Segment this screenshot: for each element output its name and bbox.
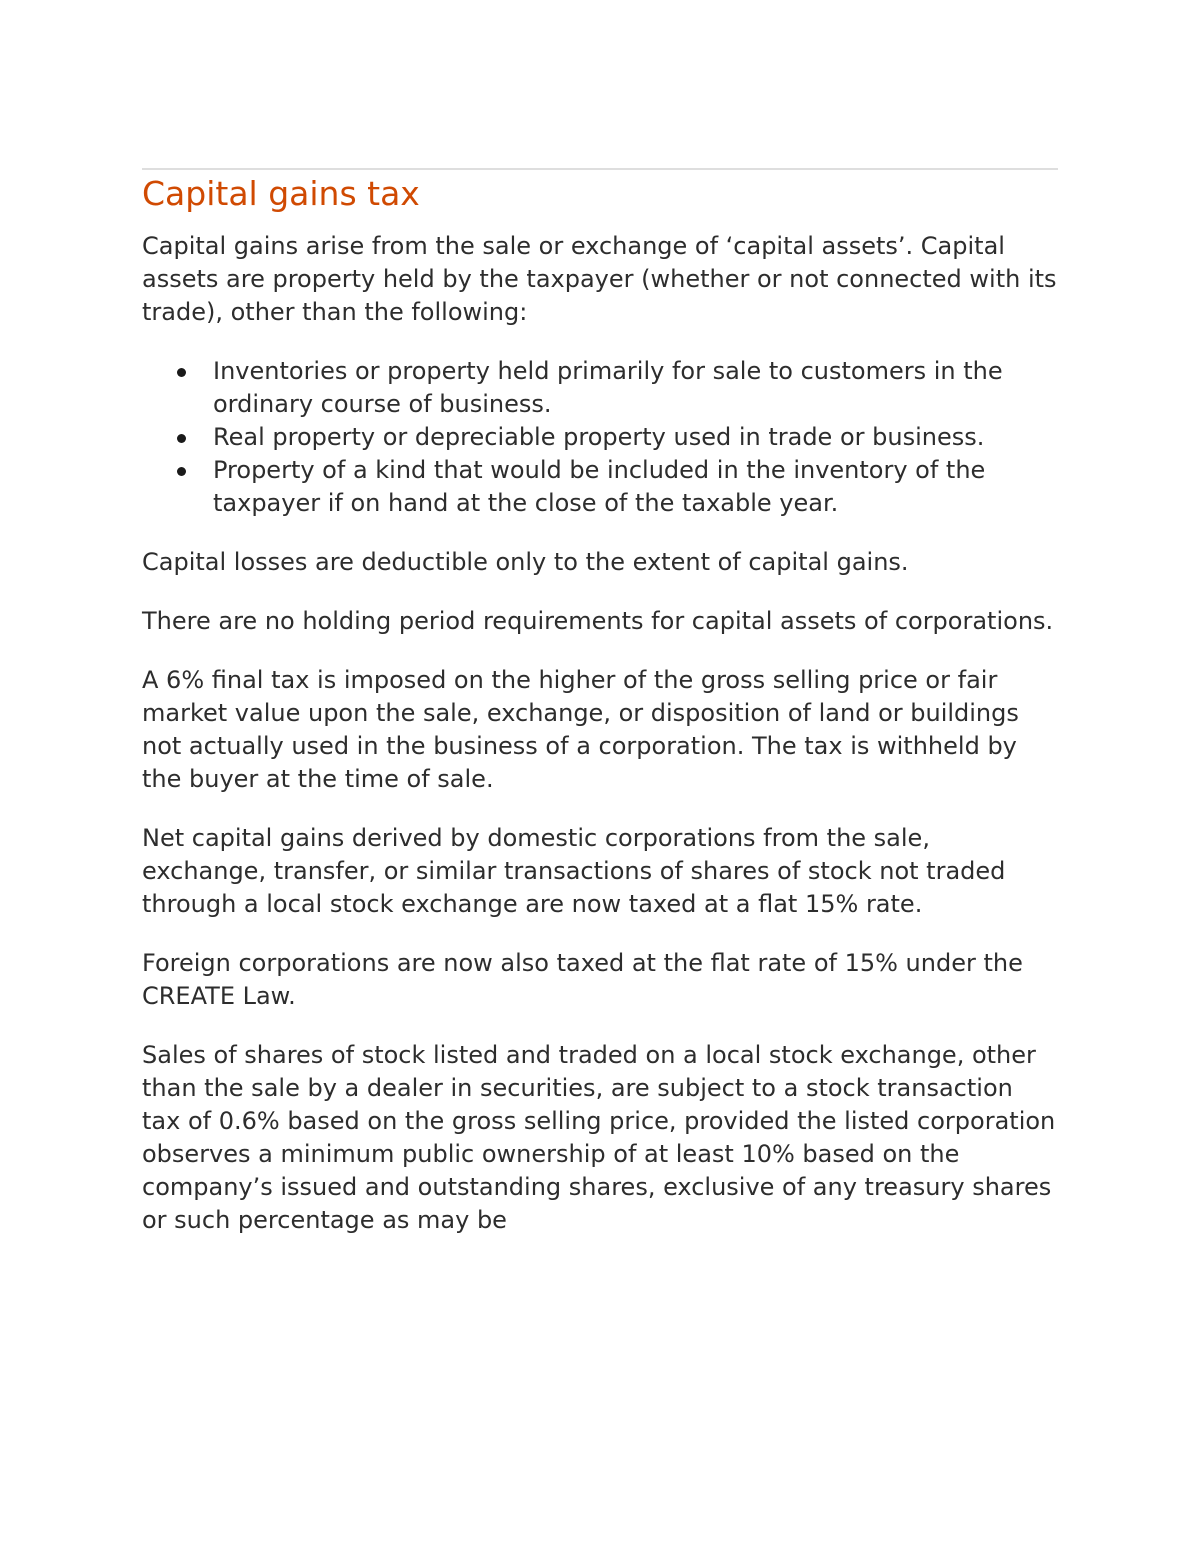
list-item	[142, 355, 1058, 421]
capital-losses-paragraph: Capital losses are deductible only to the extent of capital gains.	[142, 548, 909, 576]
bullet-icon	[177, 467, 186, 476]
net-capital-gains-paragraph: Net capital gains derived by domestic corporations from the sale, exchange, transfer, or similar transactions of shares of stock not traded through a local stock exchange are now taxed at a flat 15% rate.	[142, 824, 1006, 918]
list-item	[142, 421, 1058, 454]
stock-transaction-tax-paragraph: Sales of shares of stock listed and traded on a local stock exchange, other than the sale by a dealer in securities, are subject to a stock transaction tax of 0.6% based on the gross selling price, provided the listed corporation observes a minimum public ownership of at least 10% based on the company’s issued and outstanding shares, exclusive of any treasury shares or such percentage as may be	[142, 1041, 1056, 1234]
list-item-text: Real property or depreciable property used in trade or business.	[213, 423, 985, 451]
exclusions-list	[142, 355, 1058, 520]
final-tax-paragraph: A 6% final tax is imposed on the higher of the gross selling price or fair market value upon the sale, exchange, or disposition of land or buildings not actually used in the business of a corporation. The tax is withheld by the buyer at the time of sale.	[142, 666, 1019, 793]
list-item-text: Property of a kind that would be included in the inventory of the taxpayer if on hand at the close of the taxable year.	[213, 456, 986, 517]
foreign-corporations-paragraph: Foreign corporations are now also taxed at the flat rate of 15% under the CREATE Law.	[142, 949, 1023, 1010]
list-item-text: Inventories or property held primarily for sale to customers in the ordinary course of business.	[213, 357, 1003, 418]
bullet-icon	[177, 368, 186, 377]
section-divider	[142, 168, 1058, 170]
list-item	[142, 454, 1058, 520]
section-heading: Capital gains tax	[142, 174, 420, 213]
document-page	[142, 168, 1058, 1263]
bullet-icon	[177, 434, 186, 443]
intro-paragraph: Capital gains arise from the sale or exchange of ‘capital assets’. Capital assets are property held by the taxpayer (whether or not connected with its trade), other than the following:	[142, 232, 1057, 326]
holding-period-paragraph: There are no holding period requirements for capital assets of corporations.	[142, 607, 1054, 635]
